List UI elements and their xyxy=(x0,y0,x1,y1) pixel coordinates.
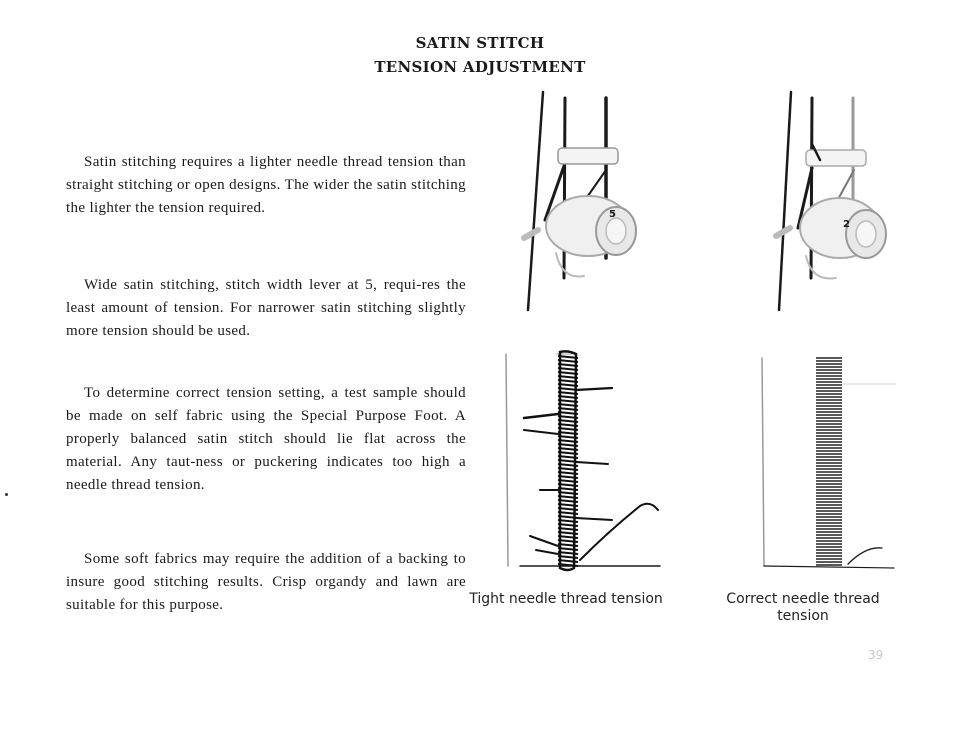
dial-number-left: 5 xyxy=(609,209,616,220)
correct-stitch-sample xyxy=(756,350,906,580)
caption-tight-tension: Tight needle thread tension xyxy=(469,591,663,607)
page-title: SATIN STITCH xyxy=(415,34,545,52)
tension-dial-tight-illustration xyxy=(498,88,658,318)
paragraph-3: To determine correct tension setting, a test sample should be made on self fabric using the Special Purpose Foot. A properly balanced satin stitch should lie flat across the material. Any taut-ness or puckering indicates too high a needle thread tension. xyxy=(66,385,466,493)
page-subtitle: TENSION ADJUSTMENT xyxy=(374,58,586,76)
paragraph-1: Satin stitching requires a lighter needle thread tension than straight stitching or open designs. The wider the satin stitching the lighter the tension required. xyxy=(66,154,466,216)
caption-correct-tension: Correct needle thread tension xyxy=(726,591,880,624)
paragraph-2: Wide satin stitching, stitch width lever at 5, requi-res the least amount of tension. For narrower satin stitching slightly more tension should be used. xyxy=(66,277,466,339)
page-number: 39 xyxy=(868,648,884,662)
tight-stitch-sample xyxy=(500,350,670,580)
paragraph-4: Some soft fabrics may require the addition of a backing to insure good stitching results. Crisp organdy and lawn are suitable for this purpose. xyxy=(66,551,466,613)
dial-number-right: 2 xyxy=(843,219,850,230)
margin-mark xyxy=(5,493,8,496)
tension-dial-correct-illustration xyxy=(746,88,906,318)
